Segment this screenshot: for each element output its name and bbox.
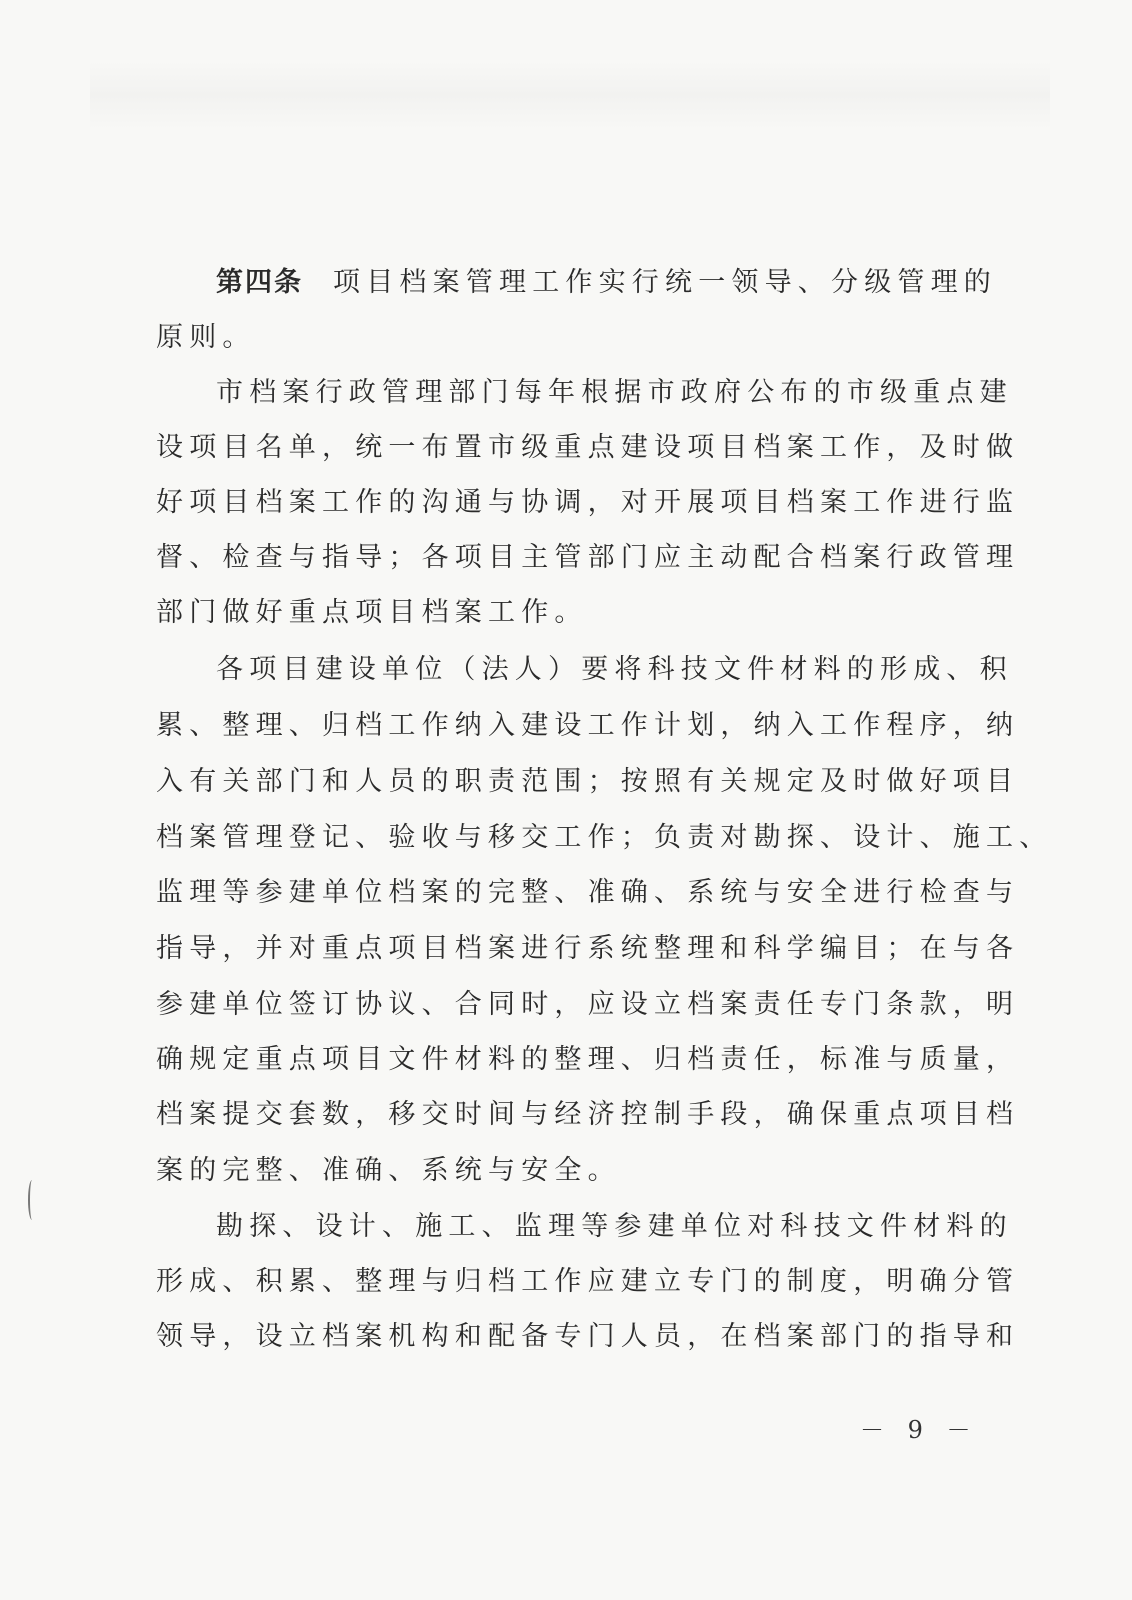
text-line-15: 确规定重点项目文件材料的整理、归档责任，标准与质量， (156, 1044, 1020, 1075)
text-line-19: 形成、积累、整理与归档工作应建立专门的制度，明确分管 (156, 1266, 1020, 1297)
text-line-20: 领导，设立档案机构和配备专门人员，在档案部门的指导和 (156, 1321, 1020, 1352)
text-line-18: 勘探、设计、施工、监理等参建单位对科技文件材料的 (216, 1211, 1013, 1242)
text-line-1 (216, 263, 1016, 303)
text-line-13: 指导，并对重点项目档案进行系统整理和科学编目；在与各 (156, 933, 1020, 964)
text-line-10: 入有关部门和人员的职责范围；按照有关规定及时做好项目 (156, 766, 1020, 797)
text-line-17: 案的完整、准确、系统与安全。 (156, 1155, 621, 1186)
line-text: 项目档案管理工作实行统一领导、分级管理的 (333, 267, 997, 298)
text-line-7: 部门做好重点项目档案工作。 (156, 597, 588, 628)
text-line-3: 市档案行政管理部门每年根据市政府公布的市级重点建 (216, 377, 1013, 408)
text-line-5: 好项目档案工作的沟通与协调，对开展项目档案工作进行监 (156, 487, 1020, 518)
text-line-4: 设项目名单，统一布置市级重点建设项目档案工作，及时做 (156, 432, 1020, 463)
text-line-2: 原则。 (156, 322, 256, 353)
page-number: － 9 － (860, 1416, 979, 1444)
text-line-16: 档案提交套数，移交时间与经济控制手段，确保重点项目档 (156, 1099, 1020, 1130)
text-line-8: 各项目建设单位（法人）要将科技文件材料的形成、积 (216, 654, 1013, 685)
text-line-12: 监理等参建单位档案的完整、准确、系统与安全进行检查与 (156, 877, 1020, 908)
text-line-9: 累、整理、归档工作纳入建设工作计划，纳入工作程序，纳 (156, 710, 1020, 741)
article-heading: 第四条 (216, 267, 303, 298)
scan-smudge (90, 60, 1050, 130)
text-line-11: 档案管理登记、验收与移交工作；负责对勘探、设计、施工、 (156, 822, 1053, 853)
text-line-14: 参建单位签订协议、合同时，应设立档案责任专门条款，明 (156, 989, 1020, 1020)
scan-edge-mark (28, 1180, 36, 1220)
text-line-6: 督、检查与指导；各项目主管部门应主动配合档案行政管理 (156, 542, 1020, 573)
